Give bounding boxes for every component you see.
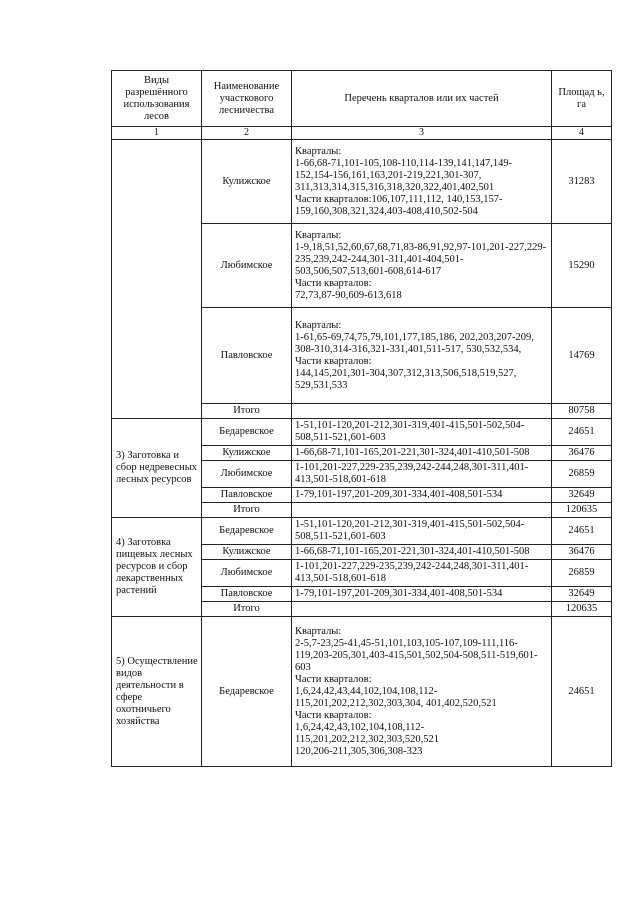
total-value: 80758 (552, 404, 612, 419)
table-row (112, 518, 612, 545)
table-header-row (112, 71, 612, 127)
forestry-name: Бедаревское (202, 419, 292, 446)
forest-use-table (111, 70, 612, 767)
header-forestry: Наименование участкового лесничества (202, 71, 292, 127)
quarters-list: Кварталы: 2-5,7-23,25-41,45-51,101,103,105-107,109-111,116-119,203-205,301,403-415,501,502,504-508,511-519,601-603 Части кварталов: 1,6,24,42,43,44,102,104,108,112-115,201,202,212,302,303,304, 401,402,520,521 Части кварталов: 1,6,24,42,43,102,104,108,112-115,201,202,212,302,303,520,521 120,206-211,305,306,308-323 (292, 617, 552, 767)
area-value: 15290 (552, 224, 612, 308)
quarters-list: 1-101,201-227,229-235,239,242-244,248,301-311,401-413,501-518,601-618 (292, 560, 552, 587)
forestry-name: Бедаревское (202, 617, 292, 767)
area-value: 36476 (552, 545, 612, 560)
quarters-list: 1-66,68-71,101-165,201-221,301-324,401-410,501-508 (292, 446, 552, 461)
use-type-cell: 4) Заготовка пищевых лесных ресурсов и сбор лекарственных растений (112, 518, 202, 617)
quarters-list: 1-51,101-120,201-212,301-319,401-415,501-502,504-508,511-521,601-603 (292, 518, 552, 545)
quarters-list: Кварталы: 1-66,68-71,101-105,108-110,114-139,141,147,149-152,154-156,161,163,201-219,221,301-307, 311,313,314,315,316,318,320,322,401,402,501 Части кварталов:106,107,111,112, 140,153,157-159,160,308,321,324,403-408,410,502-504 (292, 140, 552, 224)
column-number-row (112, 127, 612, 140)
forestry-name: Павловское (202, 488, 292, 503)
quarters-list: Кварталы: 1-9,18,51,52,60,67,68,71,83-86,91,92,97-101,201-227,229-235,239,242-244,301-311,401-404,501-503,506,507,513,601-608,614-617 Части кварталов: 72,73,87-90,609-613,618 (292, 224, 552, 308)
use-type-cell: 5) Осуществление видов деятельности в сфере охотничьего хозяйства (112, 617, 202, 767)
area-value: 14769 (552, 308, 612, 404)
forestry-name: Павловское (202, 587, 292, 602)
column-number: 2 (202, 127, 292, 140)
forestry-name: Кулижское (202, 140, 292, 224)
area-value: 32649 (552, 488, 612, 503)
use-type-cell (112, 140, 202, 419)
table-row (112, 419, 612, 446)
area-value: 36476 (552, 446, 612, 461)
forestry-name: Любимское (202, 560, 292, 587)
forestry-name: Любимское (202, 461, 292, 488)
forestry-name: Павловское (202, 308, 292, 404)
area-value: 24651 (552, 518, 612, 545)
quarters-list: Кварталы: 1-61,65-69,74,75,79,101,177,185,186, 202,203,207-209, 308-310,314-316,321-331,401,511-517, 530,532,534, Части кварталов: 144,145,201,301-304,307,312,313,506,518,519,527, 529,531,533 (292, 308, 552, 404)
empty-cell (292, 602, 552, 617)
area-value: 24651 (552, 617, 612, 767)
quarters-list: 1-51,101-120,201-212,301-319,401-415,501-502,504-508,511-521,601-603 (292, 419, 552, 446)
column-number: 3 (292, 127, 552, 140)
total-label: Итого (202, 602, 292, 617)
use-type-cell: 3) Заготовка и сбор недревесных лесных ресурсов (112, 419, 202, 518)
area-value: 32649 (552, 587, 612, 602)
total-label: Итого (202, 503, 292, 518)
quarters-list: 1-79,101-197,201-209,301-334,401-408,501-534 (292, 488, 552, 503)
table-row (112, 140, 612, 224)
area-value: 26859 (552, 461, 612, 488)
total-value: 120635 (552, 503, 612, 518)
area-value: 31283 (552, 140, 612, 224)
area-value: 24651 (552, 419, 612, 446)
area-value: 26859 (552, 560, 612, 587)
forestry-name: Любимское (202, 224, 292, 308)
column-number: 4 (552, 127, 612, 140)
forestry-name: Кулижское (202, 545, 292, 560)
header-use-type: Виды разрешённого использования лесов (112, 71, 202, 127)
quarters-list: 1-66,68-71,101-165,201-221,301-324,401-410,501-508 (292, 545, 552, 560)
quarters-list: 1-101,201-227,229-235,239,242-244,248,301-311,401-413,501-518,601-618 (292, 461, 552, 488)
forestry-name: Бедаревское (202, 518, 292, 545)
header-area: Площад ь, га (552, 71, 612, 127)
empty-cell (292, 404, 552, 419)
column-number: 1 (112, 127, 202, 140)
quarters-list: 1-79,101-197,201-209,301-334,401-408,501-534 (292, 587, 552, 602)
empty-cell (292, 503, 552, 518)
forestry-name: Кулижское (202, 446, 292, 461)
header-quarters: Перечень кварталов или их частей (292, 71, 552, 127)
table-row (112, 617, 612, 767)
total-label: Итого (202, 404, 292, 419)
total-value: 120635 (552, 602, 612, 617)
